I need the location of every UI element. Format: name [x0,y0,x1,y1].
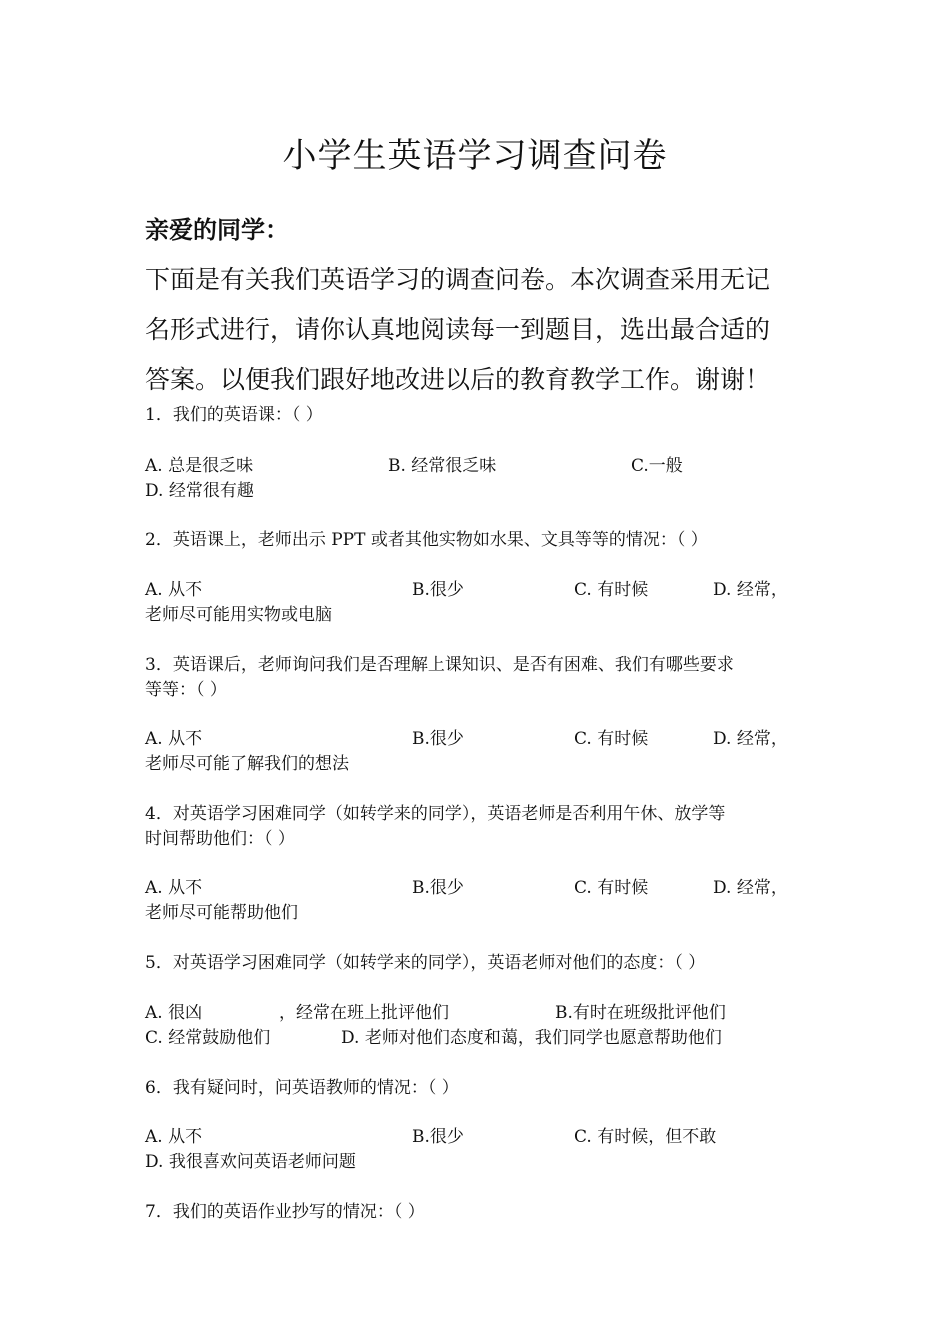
question-5-option-d: D. 老师对他们态度和蔼，我们同学也愿意帮助他们 [341,1028,722,1048]
question-1-option-a: A. 总是很乏味 [145,456,254,476]
question-4-option-a: A. 从不 [145,878,203,898]
question-5-option-c: C. 经常鼓励他们 [145,1028,271,1048]
intro-line-3: 答案。以便我们跟好地改进以后的教育教学工作。谢谢！ [145,365,771,394]
question-3-option-a: A. 从不 [145,729,203,749]
question-4-option-d: D. 经常， [713,878,788,898]
question-6-option-a: A. 从不 [145,1127,203,1147]
page-title: 小学生英语学习调查问卷 [282,136,668,176]
question-2-option-a: A. 从不 [145,580,203,600]
intro-line-2: 名形式进行，请你认真地阅读每一到题目，选出最合适的 [145,315,771,344]
question-6-text: 6．我有疑问时，问英语教师的情况：（ ） [145,1078,459,1098]
question-5-option-a-continued: ，经常在班上批评他们 [279,1003,449,1023]
question-1-text: 1．我们的英语课：（ ） [145,405,323,425]
question-2-option-c: C. 有时候 [574,580,649,600]
question-5-option-b: B.有时在班级批评他们 [555,1003,726,1023]
intro-line-1: 下面是有关我们英语学习的调查问卷。本次调查采用无记 [145,265,771,294]
question-1-option-c: C.一般 [631,456,683,476]
greeting: 亲爱的同学： [145,216,289,244]
question-1-option-b: B. 经常很乏味 [388,456,497,476]
question-3-text-line-1: 3．英语课后，老师询问我们是否理解上课知识、是否有困难、我们有哪些要求 [145,655,734,675]
question-2-option-d-continued: 老师尽可能用实物或电脑 [145,605,332,625]
question-2-text: 2．英语课上，老师出示 PPT 或者其他实物如水果、文具等等的情况：（ ） [145,530,708,550]
question-1-option-d: D. 经常很有趣 [145,481,254,501]
question-6-option-c: C. 有时候，但不敢 [574,1127,717,1147]
question-4-text-line-1: 4．对英语学习困难同学（如转学来的同学），英语老师是否利用午休、放学等 [145,804,726,824]
question-4-option-b: B.很少 [412,878,464,898]
question-3-text-line-2: 等等：（ ） [145,680,227,700]
question-3-option-c: C. 有时候 [574,729,649,749]
question-3-option-b: B.很少 [412,729,464,749]
question-6-option-b: B.很少 [412,1127,464,1147]
question-7-text: 7．我们的英语作业抄写的情况：（ ） [145,1202,425,1222]
question-6-option-d: D. 我很喜欢问英语老师问题 [145,1152,356,1172]
question-4-option-c: C. 有时候 [574,878,649,898]
question-4-option-d-continued: 老师尽可能帮助他们 [145,903,298,923]
question-5-option-a: A. 很凶 [145,1003,203,1023]
question-2-option-d: D. 经常， [713,580,788,600]
question-4-text-line-2: 时间帮助他们：（ ） [145,829,295,849]
question-2-option-b: B.很少 [412,580,464,600]
question-5-text: 5．对英语学习困难同学（如转学来的同学），英语老师对他们的态度：（ ） [145,953,706,973]
question-3-option-d-continued: 老师尽可能了解我们的想法 [145,754,349,774]
question-3-option-d: D. 经常， [713,729,788,749]
